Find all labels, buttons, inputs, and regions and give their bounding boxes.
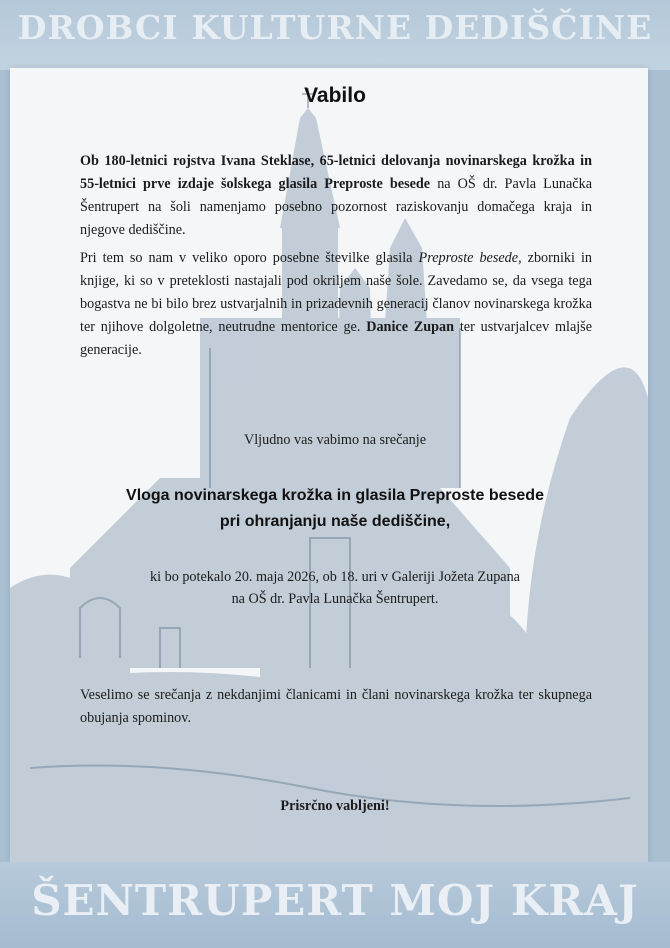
newsletter-name: Preproste besede bbox=[418, 250, 519, 266]
event-title-line-2: pri ohranjanju naše dediščine, bbox=[219, 513, 451, 530]
support-paragraph-text: Pri tem so nam v veliko oporo posebne številke glasila bbox=[80, 250, 419, 266]
invite-line: Vljudno vas vabimo na srečanje bbox=[243, 432, 427, 448]
support-paragraph-text-3: ter ustvarjalcev mlajše generacije. bbox=[80, 319, 593, 358]
event-details-line-2: na OŠ dr. Pavla Lunačka Šentrupert. bbox=[231, 591, 439, 607]
event-details-line-1: ki bo potekalo 20. maja 2026, ob 18. uri v Galeriji Jožeta Zupana bbox=[150, 569, 520, 585]
document-title: Vabilo bbox=[304, 84, 366, 107]
signoff: Prisrčno vabljeni! bbox=[280, 798, 390, 814]
header-title: DROBCI KULTURNE DEDIŠČINE bbox=[17, 8, 653, 47]
support-paragraph bbox=[80, 247, 592, 362]
support-paragraph-text-2: , zborniki in knjige, ki so v preteklosti nastajali pod okriljem naše šole. Zavedamo se, da vsega tega bogastva ne bi bilo brez ustvarjalnih in prizadevnih generacij članov novinarskega krožka ter njihove dolgoletne, neutrudne mentorice ge. bbox=[80, 250, 593, 335]
footer-title: ŠENTRUPERT MOJ KRAJ bbox=[31, 876, 639, 925]
closing-paragraph: Veselimo se srečanja z nekdanjimi članicami in člani novinarskega krožka ter skupnega obujanja spominov. bbox=[80, 687, 592, 726]
intro-paragraph-bold: Ob 180-letnici rojstva Ivana Steklase, 65-letnici delovanja novinarskega krožka in 55-letnici prve izdaje šolskega glasila Preproste besede bbox=[80, 153, 592, 192]
mentor-name: Danice Zupan bbox=[366, 319, 455, 335]
intro-paragraph-rest: na OŠ dr. Pavla Lunačka Šentrupert na šoli namenjamo posebno pozornost raziskovanju domačega kraja in njegove dediščine. bbox=[80, 176, 592, 238]
intro-paragraph bbox=[80, 150, 592, 242]
event-title-line-1: Vloga novinarskega krožka in glasila Preproste besede bbox=[126, 487, 544, 504]
